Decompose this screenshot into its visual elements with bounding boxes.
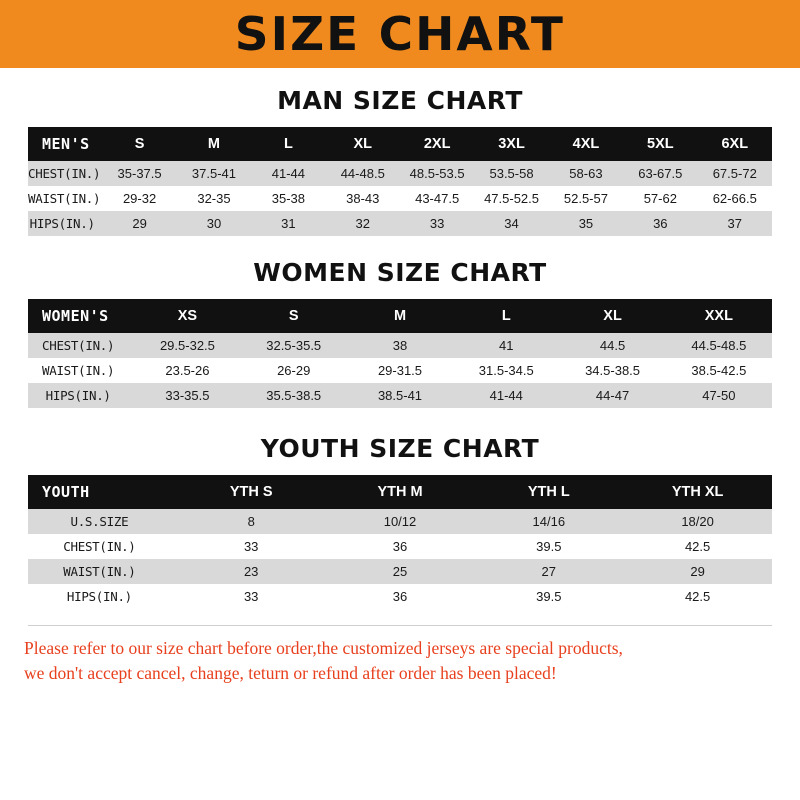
cell: 48.5-53.5 [400,161,474,186]
man-header-cell: 6XL [698,127,772,161]
cell: 41 [453,333,559,358]
cell: 38-43 [326,186,400,211]
youth-header-cell: YTH XL [623,475,772,509]
women-size-table [28,299,772,408]
cell: 41-44 [251,161,325,186]
cell: 36 [326,534,475,559]
man-header-cell: XL [326,127,400,161]
women-header-cell: S [241,299,347,333]
cell: 47-50 [666,383,772,408]
women-header-cell: WOMEN'S [28,299,134,333]
cell: 67.5-72 [698,161,772,186]
cell: 44.5-48.5 [666,333,772,358]
cell: 43-47.5 [400,186,474,211]
cell: 27 [474,559,623,584]
cell: 47.5-52.5 [474,186,548,211]
cell: 29-31.5 [347,358,453,383]
table-row [28,509,772,534]
youth-header-cell: YOUTH [28,475,177,509]
man-header-cell: S [102,127,176,161]
cell: 29 [102,211,176,236]
women-header-cell: XXL [666,299,772,333]
man-header-cell: 4XL [549,127,623,161]
row-label: CHEST(IN.) [28,333,134,358]
table-row [28,559,772,584]
youth-header-cell: YTH S [177,475,326,509]
table-row [28,358,772,383]
cell: 44-47 [559,383,665,408]
cell: 57-62 [623,186,697,211]
table-header-row [28,299,772,333]
man-header-cell: 5XL [623,127,697,161]
women-table-header [28,299,772,333]
man-header-cell: M [177,127,251,161]
man-size-table [28,127,772,236]
women-header-cell: XL [559,299,665,333]
cell: 41-44 [453,383,559,408]
man-header-cell: 2XL [400,127,474,161]
table-row [28,161,772,186]
cell: 29.5-32.5 [134,333,240,358]
cell: 39.5 [474,584,623,609]
youth-table-header [28,475,772,509]
cell: 37 [698,211,772,236]
order-notice [0,626,800,687]
cell: 34 [474,211,548,236]
man-section-title: MAN SIZE CHART [277,86,523,115]
cell: 8 [177,509,326,534]
cell: 23.5-26 [134,358,240,383]
cell: 42.5 [623,584,772,609]
table-header-row [28,475,772,509]
table-row [28,333,772,358]
cell: 26-29 [241,358,347,383]
cell: 36 [623,211,697,236]
page-content [0,86,800,609]
cell: 32 [326,211,400,236]
cell: 35-38 [251,186,325,211]
youth-header-cell: YTH M [326,475,475,509]
table-header-row [28,127,772,161]
women-table-body [28,333,772,408]
table-row [28,584,772,609]
page-banner [0,0,800,68]
cell: 35.5-38.5 [241,383,347,408]
cell: 23 [177,559,326,584]
cell: 35 [549,211,623,236]
women-header-cell: XS [134,299,240,333]
cell: 29-32 [102,186,176,211]
cell: 39.5 [474,534,623,559]
man-header-cell: 3XL [474,127,548,161]
man-table-body [28,161,772,236]
cell: 33-35.5 [134,383,240,408]
cell: 34.5-38.5 [559,358,665,383]
notice-line-2: we don't accept cancel, change, teturn or refund after order has been placed! [24,663,557,684]
women-header-cell: L [453,299,559,333]
youth-table-body [28,509,772,609]
row-label: HIPS(IN.) [28,584,177,609]
youth-section-title: YOUTH SIZE CHART [260,434,540,463]
cell: 14/16 [474,509,623,534]
cell: 25 [326,559,475,584]
women-header-cell: M [347,299,453,333]
page-title: SIZE CHART [234,7,566,61]
row-label: U.S.SIZE [28,509,177,534]
row-label: WAIST(IN.) [28,358,134,383]
row-label: WAIST(IN.) [28,559,177,584]
women-section-title: WOMEN SIZE CHART [253,258,547,287]
row-label: CHEST(IN.) [28,534,177,559]
cell: 36 [326,584,475,609]
row-label: CHEST(IN.) [28,161,102,186]
cell: 44-48.5 [326,161,400,186]
row-label: HIPS(IN.) [28,211,102,236]
row-label: HIPS(IN.) [28,383,134,408]
cell: 29 [623,559,772,584]
cell: 52.5-57 [549,186,623,211]
cell: 62-66.5 [698,186,772,211]
youth-size-table [28,475,772,609]
cell: 33 [177,534,326,559]
cell: 32-35 [177,186,251,211]
cell: 58-63 [549,161,623,186]
table-row [28,186,772,211]
man-header-cell: MEN'S [28,127,102,161]
cell: 44.5 [559,333,665,358]
cell: 33 [177,584,326,609]
youth-header-cell: YTH L [474,475,623,509]
notice-line-1: Please refer to our size chart before order,the customized jerseys are special products, [24,638,623,658]
cell: 33 [400,211,474,236]
cell: 32.5-35.5 [241,333,347,358]
cell: 31 [251,211,325,236]
cell: 53.5-58 [474,161,548,186]
cell: 37.5-41 [177,161,251,186]
cell: 42.5 [623,534,772,559]
cell: 63-67.5 [623,161,697,186]
table-row [28,534,772,559]
cell: 18/20 [623,509,772,534]
table-row [28,383,772,408]
cell: 10/12 [326,509,475,534]
man-header-cell: L [251,127,325,161]
cell: 38.5-41 [347,383,453,408]
man-table-header [28,127,772,161]
cell: 38 [347,333,453,358]
row-label: WAIST(IN.) [28,186,102,211]
table-row [28,211,772,236]
cell: 35-37.5 [102,161,176,186]
cell: 30 [177,211,251,236]
cell: 38.5-42.5 [666,358,772,383]
cell: 31.5-34.5 [453,358,559,383]
